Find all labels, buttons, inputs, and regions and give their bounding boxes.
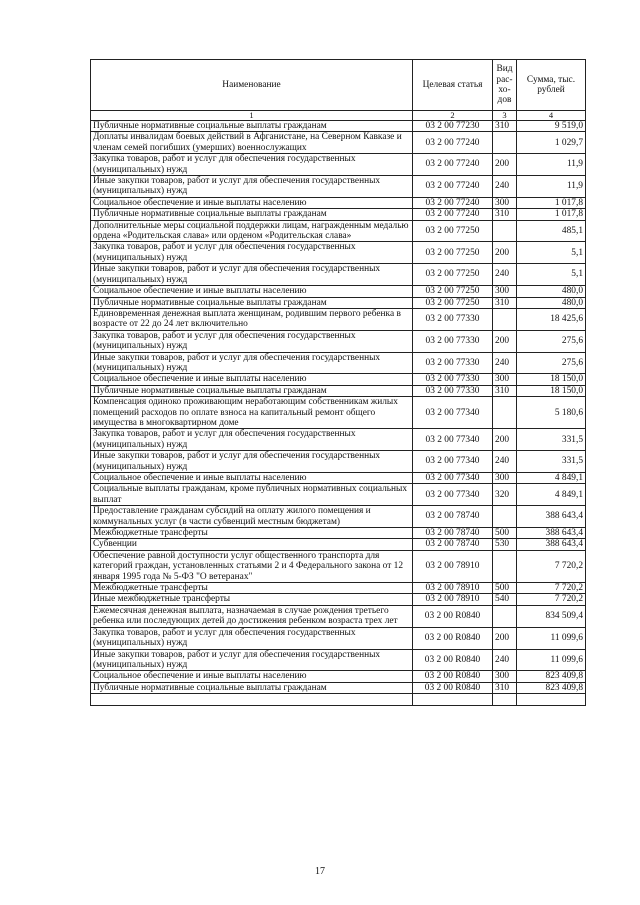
row-sum-cell: 11,9 [517,176,586,198]
row-kind-cell: 310 [493,121,517,132]
row-code-cell: 03 2 00 77340 [413,397,493,429]
row-kind-cell [493,605,517,627]
row-kind-cell: 310 [493,297,517,308]
row-name-cell: Межбюджетные трансферты [91,583,413,594]
row-sum-cell: 18 425,6 [517,308,586,330]
row-kind-cell: 300 [493,197,517,208]
row-name-cell: Социальное обеспечение и иные выплаты населению [91,286,413,297]
table-row [91,352,586,374]
table-row [91,649,586,671]
row-kind-cell: 200 [493,627,517,649]
column-number: 1 [91,111,413,121]
row-code-cell: 03 2 00 77250 [413,242,493,264]
row-name-cell: Ежемесячная денежная выплата, назначаемая в случае рождения третьего ребенка или последующих детей до достижения ребенком возраста трех лет [91,605,413,627]
row-code-cell: 03 2 00 77340 [413,473,493,484]
row-kind-cell: 240 [493,451,517,473]
row-sum-cell: 1 029,7 [517,132,586,154]
row-kind-cell [493,308,517,330]
table-tail-row [91,694,586,706]
row-code-cell: 03 2 00 77250 [413,286,493,297]
table-row [91,242,586,264]
row-kind-cell: 240 [493,264,517,286]
empty-cell [517,694,586,706]
header-name: Наименование [91,60,413,111]
row-sum-cell: 11 099,6 [517,649,586,671]
row-code-cell: 03 2 00 77230 [413,121,493,132]
table-row [91,374,586,385]
table-row [91,550,586,582]
row-kind-cell: 320 [493,484,517,506]
row-sum-cell: 11 099,6 [517,627,586,649]
row-code-cell: 03 2 00 77240 [413,176,493,198]
row-code-cell: 03 2 00 78740 [413,528,493,539]
table-row [91,473,586,484]
table-row [91,594,586,605]
column-number: 2 [413,111,493,121]
row-sum-cell: 485,1 [517,220,586,242]
row-sum-cell: 7 720,2 [517,550,586,582]
row-sum-cell: 11,9 [517,154,586,176]
table-row [91,451,586,473]
row-sum-cell: 18 150,0 [517,374,586,385]
table-row [91,220,586,242]
table-row [91,539,586,550]
table-body [91,121,586,694]
table-row [91,264,586,286]
row-name-cell: Обеспечение равной доступности услуг общественного транспорта для категорий граждан, установленных статьями 2 и 4 Федерального закона от 12 января 1995 года № 5-ФЗ "О ветеранах" [91,550,413,582]
row-code-cell: 03 2 00 R0840 [413,605,493,627]
table-row [91,528,586,539]
row-code-cell: 03 2 00 77340 [413,451,493,473]
row-kind-cell: 200 [493,154,517,176]
row-name-cell: Закупка товаров, работ и услуг для обеспечения государственных (муниципальных) нужд [91,429,413,451]
row-code-cell: 03 2 00 77330 [413,308,493,330]
row-kind-cell [493,397,517,429]
row-code-cell: 03 2 00 R0840 [413,671,493,682]
row-kind-cell: 240 [493,352,517,374]
row-name-cell: Публичные нормативные социальные выплаты гражданам [91,682,413,693]
row-kind-cell: 310 [493,385,517,396]
table-row [91,506,586,528]
row-sum-cell: 7 720,2 [517,583,586,594]
empty-cell [493,694,517,706]
row-kind-cell: 240 [493,649,517,671]
row-sum-cell: 1 017,8 [517,197,586,208]
row-code-cell: 03 2 00 77250 [413,297,493,308]
row-name-cell: Публичные нормативные социальные выплаты гражданам [91,385,413,396]
row-code-cell: 03 2 00 77330 [413,385,493,396]
row-code-cell: 03 2 00 77240 [413,154,493,176]
table-row [91,627,586,649]
row-sum-cell: 18 150,0 [517,385,586,396]
table-row [91,429,586,451]
row-kind-cell [493,132,517,154]
table-row [91,176,586,198]
page-number: 17 [315,866,325,877]
table-row [91,484,586,506]
row-code-cell: 03 2 00 77330 [413,374,493,385]
row-sum-cell: 480,0 [517,297,586,308]
row-name-cell: Компенсация одиноко проживающим неработающим собственникам жилых помещений расходов по оплате взноса на капитальный ремонт общего имущества в многоквартирном доме [91,397,413,429]
row-sum-cell: 823 409,8 [517,671,586,682]
row-kind-cell: 500 [493,528,517,539]
header-kind: Вид рас-хо-дов [493,60,517,111]
row-sum-cell: 480,0 [517,286,586,297]
row-kind-cell: 200 [493,242,517,264]
row-name-cell: Социальное обеспечение и иные выплаты населению [91,473,413,484]
row-code-cell: 03 2 00 78740 [413,506,493,528]
row-sum-cell: 5,1 [517,264,586,286]
table-row [91,583,586,594]
table-header-row [91,60,586,111]
row-code-cell: 03 2 00 78740 [413,539,493,550]
row-sum-cell: 331,5 [517,451,586,473]
row-name-cell: Иные закупки товаров, работ и услуг для обеспечения государственных (муниципальных) нужд [91,264,413,286]
row-name-cell: Закупка товаров, работ и услуг для обеспечения государственных (муниципальных) нужд [91,242,413,264]
table-row [91,385,586,396]
row-kind-cell: 200 [493,330,517,352]
column-number: 3 [493,111,517,121]
row-name-cell: Дополнительные меры социальной поддержки лицам, награжденным медалью ордена «Родительская слава» или орденом «Родительская слава» [91,220,413,242]
row-name-cell: Единовременная денежная выплата женщинам, родившим первого ребенка в возрасте от 22 до 24 лет включительно [91,308,413,330]
row-kind-cell: 310 [493,209,517,220]
table-row [91,605,586,627]
row-code-cell: 03 2 00 78910 [413,594,493,605]
row-name-cell: Иные закупки товаров, работ и услуг для обеспечения государственных (муниципальных) нужд [91,451,413,473]
empty-cell [413,694,493,706]
column-number: 4 [517,111,586,121]
row-name-cell: Социальное обеспечение и иные выплаты населению [91,374,413,385]
row-code-cell: 03 2 00 R0840 [413,649,493,671]
row-sum-cell: 388 643,4 [517,539,586,550]
row-code-cell: 03 2 00 77330 [413,352,493,374]
row-name-cell: Иные закупки товаров, работ и услуг для обеспечения государственных (муниципальных) нужд [91,176,413,198]
row-sum-cell: 834 509,4 [517,605,586,627]
row-sum-cell: 4 849,1 [517,484,586,506]
row-sum-cell: 1 017,8 [517,209,586,220]
row-code-cell: 03 2 00 77340 [413,484,493,506]
row-sum-cell: 388 643,4 [517,506,586,528]
table-row [91,197,586,208]
row-name-cell: Публичные нормативные социальные выплаты гражданам [91,121,413,132]
row-kind-cell: 300 [493,671,517,682]
row-kind-cell: 310 [493,682,517,693]
row-code-cell: 03 2 00 78910 [413,550,493,582]
table-row [91,209,586,220]
row-sum-cell: 275,6 [517,352,586,374]
row-name-cell: Публичные нормативные социальные выплаты гражданам [91,209,413,220]
row-name-cell: Закупка товаров, работ и услуг для обеспечения государственных (муниципальных) нужд [91,330,413,352]
row-kind-cell: 540 [493,594,517,605]
table-row [91,154,586,176]
table-row [91,330,586,352]
row-sum-cell: 823 409,8 [517,682,586,693]
row-code-cell: 03 2 00 78910 [413,583,493,594]
table-row [91,297,586,308]
row-sum-cell: 388 643,4 [517,528,586,539]
row-name-cell: Социальное обеспечение и иные выплаты населению [91,671,413,682]
row-kind-cell: 300 [493,286,517,297]
row-sum-cell: 4 849,1 [517,473,586,484]
row-code-cell: 03 2 00 77250 [413,264,493,286]
row-code-cell: 03 2 00 77340 [413,429,493,451]
row-kind-cell: 530 [493,539,517,550]
row-sum-cell: 275,6 [517,330,586,352]
table-row [91,397,586,429]
row-name-cell: Межбюджетные трансферты [91,528,413,539]
row-sum-cell: 7 720,2 [517,594,586,605]
row-name-cell: Иные закупки товаров, работ и услуг для обеспечения государственных (муниципальных) нужд [91,649,413,671]
row-name-cell: Закупка товаров, работ и услуг для обеспечения государственных (муниципальных) нужд [91,154,413,176]
row-sum-cell: 331,5 [517,429,586,451]
header-sum: Сумма, тыс. рублей [517,60,586,111]
row-sum-cell: 9 519,0 [517,121,586,132]
row-sum-cell: 5 180,6 [517,397,586,429]
table-row [91,121,586,132]
row-kind-cell: 240 [493,176,517,198]
row-kind-cell: 200 [493,429,517,451]
row-kind-cell: 300 [493,374,517,385]
table-row [91,132,586,154]
row-name-cell: Предоставление гражданам субсидий на оплату жилого помещения и коммунальных услуг (в части субвенций местным бюджетам) [91,506,413,528]
empty-cell [91,694,413,706]
row-name-cell: Закупка товаров, работ и услуг для обеспечения государственных (муниципальных) нужд [91,627,413,649]
row-name-cell: Доплаты инвалидам боевых действий в Афганистане, на Северном Кавказе и членам семей погибших (умерших) военнослужащих [91,132,413,154]
table-row [91,671,586,682]
row-code-cell: 03 2 00 77240 [413,132,493,154]
row-code-cell: 03 2 00 77240 [413,209,493,220]
table-row [91,682,586,693]
row-name-cell: Иные закупки товаров, работ и услуг для обеспечения государственных (муниципальных) нужд [91,352,413,374]
row-code-cell: 03 2 00 77330 [413,330,493,352]
column-number-row [91,111,586,121]
row-code-cell: 03 2 00 R0840 [413,627,493,649]
row-code-cell: 03 2 00 77250 [413,220,493,242]
header-code: Целевая статья [413,60,493,111]
row-code-cell: 03 2 00 77240 [413,197,493,208]
budget-table [90,59,586,706]
table-row [91,286,586,297]
row-kind-cell [493,220,517,242]
row-code-cell: 03 2 00 R0840 [413,682,493,693]
row-name-cell: Социальные выплаты гражданам, кроме публичных нормативных социальных выплат [91,484,413,506]
row-kind-cell: 500 [493,583,517,594]
table-row [91,308,586,330]
row-kind-cell: 300 [493,473,517,484]
row-kind-cell [493,550,517,582]
row-name-cell: Публичные нормативные социальные выплаты гражданам [91,297,413,308]
row-name-cell: Субвенции [91,539,413,550]
row-kind-cell [493,506,517,528]
row-name-cell: Социальное обеспечение и иные выплаты населению [91,197,413,208]
row-name-cell: Иные межбюджетные трансферты [91,594,413,605]
row-sum-cell: 5,1 [517,242,586,264]
